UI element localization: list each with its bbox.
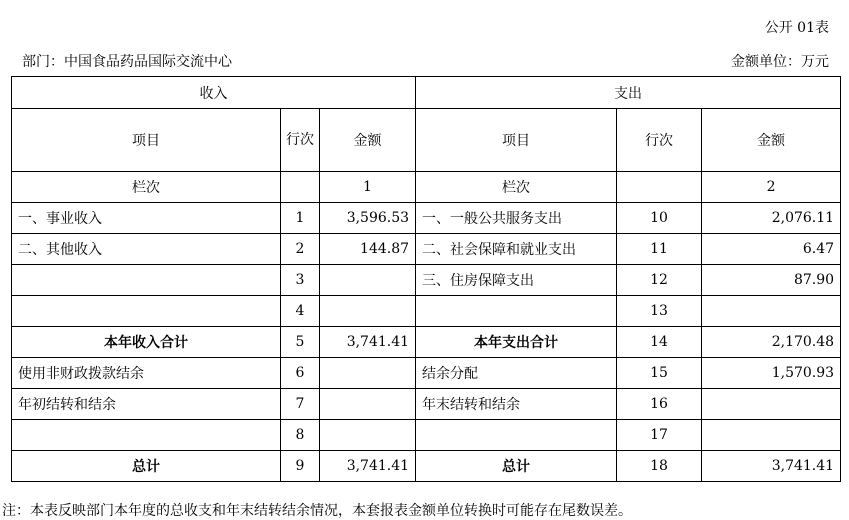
expense-amount	[702, 420, 841, 451]
expense-row-no: 11	[617, 234, 702, 265]
income-item: 使用非财政拨款结余	[12, 358, 281, 389]
income-amount	[320, 358, 416, 389]
form-number: 公开 01表	[764, 20, 829, 36]
expense-item	[416, 296, 617, 327]
expense-amount	[702, 389, 841, 420]
income-item: 一、事业收入	[12, 203, 281, 234]
income-amount: 3,741.41	[320, 327, 416, 358]
expense-item	[416, 420, 617, 451]
income-row-no: 7	[281, 389, 320, 420]
footnote: 注：本表反映部门本年度的总收支和年末结转结余情况，本套报表金额单位转换时可能存在尾数误差。	[2, 503, 632, 519]
income-amount-header: 金额	[320, 109, 416, 172]
income-item: 本年收入合计	[12, 327, 281, 358]
income-item	[12, 420, 281, 451]
expense-item: 二、社会保障和就业支出	[416, 234, 617, 265]
column-index-row	[12, 172, 841, 203]
amount-unit-label: 金额单位：万元	[731, 54, 829, 70]
income-item	[12, 296, 281, 327]
expense-row-no: 15	[617, 358, 702, 389]
expense-item: 一、一般公共服务支出	[416, 203, 617, 234]
income-amount	[320, 265, 416, 296]
table-row	[12, 327, 841, 358]
expense-row-no: 18	[617, 451, 702, 482]
expense-col-index: 2	[702, 172, 841, 203]
table-row	[12, 203, 841, 234]
income-header: 收入	[12, 77, 416, 109]
expense-item: 本年支出合计	[416, 327, 617, 358]
income-amount: 3,596.53	[320, 203, 416, 234]
expense-amount	[702, 296, 841, 327]
expense-header: 支出	[416, 77, 841, 109]
income-amount	[320, 389, 416, 420]
table-row	[12, 420, 841, 451]
income-row-no: 6	[281, 358, 320, 389]
expense-item: 三、住房保障支出	[416, 265, 617, 296]
expense-amount-header: 金额	[702, 109, 841, 172]
expense-col-label: 栏次	[416, 172, 617, 203]
income-item	[12, 265, 281, 296]
income-amount: 3,741.41	[320, 451, 416, 482]
expense-item: 结余分配	[416, 358, 617, 389]
income-item: 二、其他收入	[12, 234, 281, 265]
income-row-no: 3	[281, 265, 320, 296]
expense-row-no-header: 行次	[617, 109, 702, 172]
expense-amount: 3,741.41	[702, 451, 841, 482]
income-row-no-header: 行次	[281, 109, 320, 172]
expense-row-no: 10	[617, 203, 702, 234]
income-item: 总计	[12, 451, 281, 482]
income-col-label: 栏次	[12, 172, 281, 203]
income-row-no: 2	[281, 234, 320, 265]
table-row	[12, 265, 841, 296]
expense-row-no: 13	[617, 296, 702, 327]
table-row	[12, 451, 841, 482]
expense-amount: 2,076.11	[702, 203, 841, 234]
table-row	[12, 296, 841, 327]
income-item-header: 项目	[12, 109, 281, 172]
income-row-no: 4	[281, 296, 320, 327]
expense-row-no: 16	[617, 389, 702, 420]
expense-row-no: 12	[617, 265, 702, 296]
department-label: 部门：中国食品药品国际交流中心	[22, 54, 232, 70]
income-amount	[320, 420, 416, 451]
income-amount: 144.87	[320, 234, 416, 265]
table-row	[12, 389, 841, 420]
income-row-no: 8	[281, 420, 320, 451]
expense-col-empty	[617, 172, 702, 203]
income-row-no: 5	[281, 327, 320, 358]
expense-amount: 1,570.93	[702, 358, 841, 389]
expense-amount: 87.90	[702, 265, 841, 296]
expense-item-header: 项目	[416, 109, 617, 172]
column-header-row	[12, 109, 841, 172]
expense-row-no: 14	[617, 327, 702, 358]
table-row	[12, 234, 841, 265]
expense-item: 年末结转和结余	[416, 389, 617, 420]
expense-amount: 2,170.48	[702, 327, 841, 358]
expense-row-no: 17	[617, 420, 702, 451]
income-amount	[320, 296, 416, 327]
income-expense-table	[11, 76, 841, 482]
expense-item: 总计	[416, 451, 617, 482]
income-row-no: 9	[281, 451, 320, 482]
expense-amount: 6.47	[702, 234, 841, 265]
income-item: 年初结转和结余	[12, 389, 281, 420]
section-header-row	[12, 77, 841, 109]
income-row-no: 1	[281, 203, 320, 234]
table-row	[12, 358, 841, 389]
income-col-index: 1	[320, 172, 416, 203]
income-col-empty	[281, 172, 320, 203]
